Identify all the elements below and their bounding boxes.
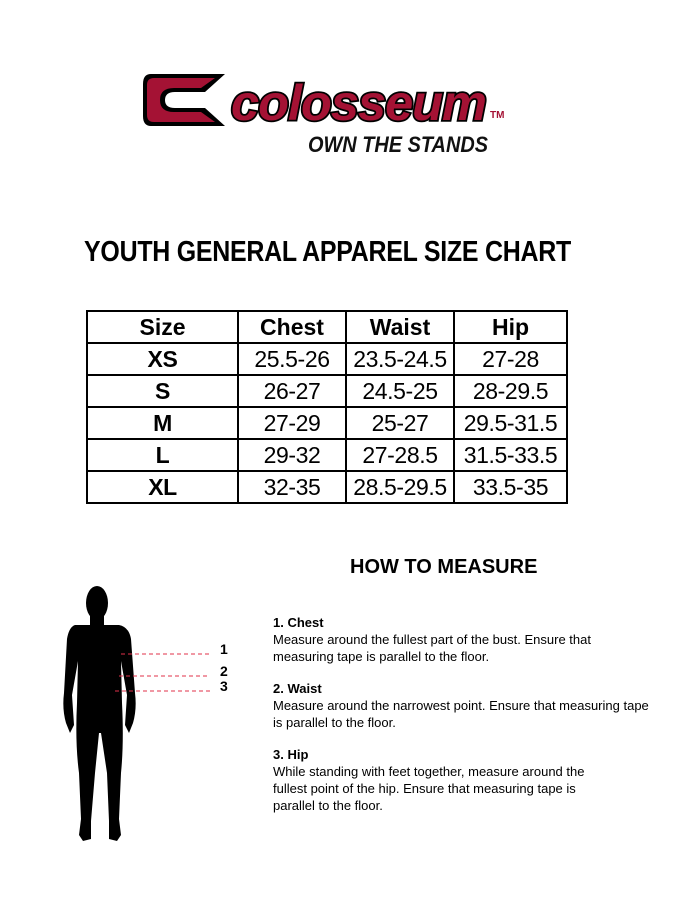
marker-2: 2	[220, 663, 228, 679]
waist-cell: 25-27	[346, 407, 454, 439]
instruction-waist	[273, 680, 653, 731]
instruction-text: While standing with feet together, measure around the fullest point of the hip. Ensure that measuring tape is parallel to the floor.	[273, 764, 585, 813]
trademark-symbol: TM	[490, 110, 505, 121]
c-emblem-icon	[143, 74, 225, 126]
brand-tagline: OWN THE STANDS	[308, 132, 489, 157]
body-figure	[55, 583, 255, 851]
header-hip: Hip	[454, 311, 567, 343]
chest-cell: 25.5-26	[238, 343, 346, 375]
chest-cell: 32-35	[238, 471, 346, 503]
hip-cell: 33.5-35	[454, 471, 567, 503]
size-cell: L	[87, 439, 238, 471]
hip-cell: 27-28	[454, 343, 567, 375]
size-chart-table	[86, 310, 568, 504]
instruction-title: 1. Chest	[273, 615, 324, 630]
hip-cell: 31.5-33.5	[454, 439, 567, 471]
header-size: Size	[87, 311, 238, 343]
instruction-chest	[273, 614, 653, 665]
size-cell: XL	[87, 471, 238, 503]
instruction-text: Measure around the narrowest point. Ensure that measuring tape is parallel to the floor.	[273, 698, 649, 730]
size-cell: S	[87, 375, 238, 407]
how-to-measure-title: HOW TO MEASURE	[350, 556, 538, 578]
silhouette-icon	[55, 583, 255, 851]
instruction-title: 3. Hip	[273, 747, 309, 762]
size-cell: M	[87, 407, 238, 439]
table-row	[87, 343, 567, 375]
hip-cell: 28-29.5	[454, 375, 567, 407]
table-header-row	[87, 311, 567, 343]
instruction-title: 2. Waist	[273, 681, 322, 696]
header-waist: Waist	[346, 311, 454, 343]
marker-3: 3	[220, 678, 228, 694]
chest-cell: 29-32	[238, 439, 346, 471]
waist-cell: 27-28.5	[346, 439, 454, 471]
marker-1: 1	[220, 641, 228, 657]
waist-cell: 28.5-29.5	[346, 471, 454, 503]
waist-cell: 23.5-24.5	[346, 343, 454, 375]
hip-cell: 29.5-31.5	[454, 407, 567, 439]
table-row	[87, 471, 567, 503]
table-row	[87, 407, 567, 439]
size-cell: XS	[87, 343, 238, 375]
table-row	[87, 439, 567, 471]
header-chest: Chest	[238, 311, 346, 343]
colosseum-logo	[143, 62, 513, 162]
instruction-text: Measure around the fullest part of the bust. Ensure that measuring tape is parallel to the floor.	[273, 632, 591, 664]
instruction-hip	[273, 746, 613, 814]
chest-cell: 27-29	[238, 407, 346, 439]
brand-wordmark: colosseum	[231, 75, 486, 131]
chart-title: YOUTH GENERAL APPAREL SIZE CHART	[84, 236, 571, 268]
chest-cell: 26-27	[238, 375, 346, 407]
waist-cell: 24.5-25	[346, 375, 454, 407]
table-row	[87, 375, 567, 407]
